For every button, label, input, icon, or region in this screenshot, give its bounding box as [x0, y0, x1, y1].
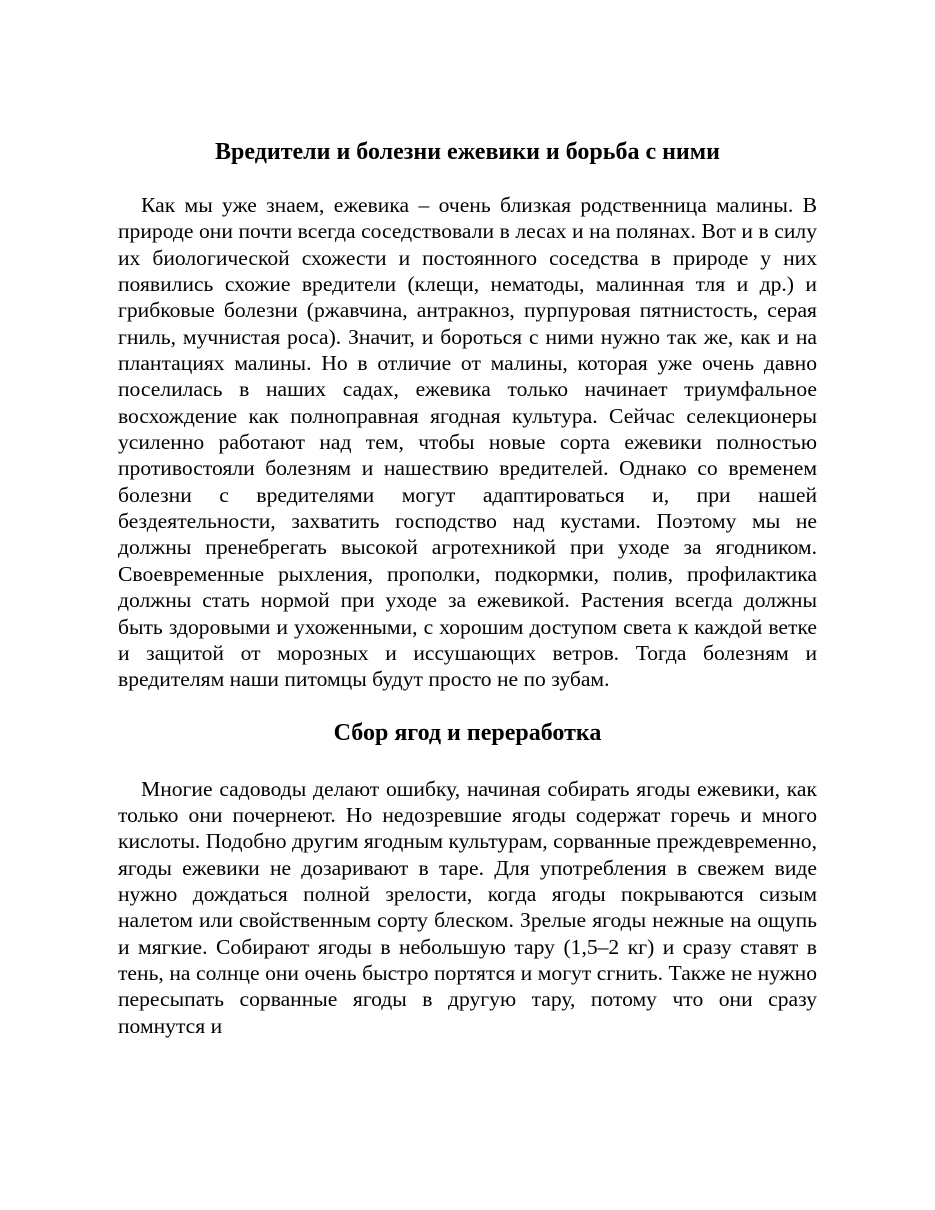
section-body-pests: Как мы уже знаем, ежевика – очень близкая родственница малины. В природе они почти всегда соседствовали в лесах и на полянах. Вот и в силу их биологической схожести и постоянного соседства в природе у них появились схожие вредители (клещи, нематоды, малинная тля и др.) и грибковые болезни (ржавчина, антракноз, пурпуровая пятнистость, серая гниль, мучнистая роса). Значит, и бороться с ними нужно так же, как и на плантациях малины. Но в отличие от малины, которая уже очень давно поселилась в наших садах, ежевика только начинает триумфальное восхождение как полноправная ягодная культура. Сейчас селекционеры усиленно работают над тем, чтобы новые сорта ежевики полностью противостояли болезням и нашествию вредителей. Однако со временем болезни с вредителями могут адаптироваться и, при нашей бездеятельности, захватить господство над кустами. Поэтому мы не должны пренебрегать высокой агротехникой при уходе за ягодником. Своевременные рыхления, прополки, подкормки, полив, профилактика должны стать нормой при уходе за ежевикой. Растения всегда должны быть здоровыми и ухоженными, с хорошим доступом света к каждой ветке и защитой от морозных и иссушающих ветров. Тогда болезням и вредителям наши питомцы будут просто не по зубам. — [118, 193, 817, 692]
section-title-harvest: Сбор ягод и переработка — [333, 719, 602, 746]
section-body-harvest: Многие садоводы делают ошибку, начиная собирать ягоды ежевики, как только они почернеют. Но недозревшие ягоды содержат горечь и много кислоты. Подобно другим ягодным культурам, сорванные преждевременно, ягоды ежевики не дозаривают в таре. Для употребления в свежем виде нужно дождаться полной зрелости, когда ягоды покрываются сизым налетом или свойственным сорту блеском. Зрелые ягоды нежные на ощупь и мягкие. Собирают ягоды в небольшую тару (1,5–2 кг) и сразу ставят в тень, на солнце они очень быстро портятся и могут сгнить. Также не нужно пересыпать сорванные ягоды в другую тару, потому что они сразу помнутся и — [118, 776, 817, 1038]
document-page — [118, 136, 817, 1039]
section-title-pests: Вредители и болезни ежевики и борьба с ними — [215, 139, 720, 165]
